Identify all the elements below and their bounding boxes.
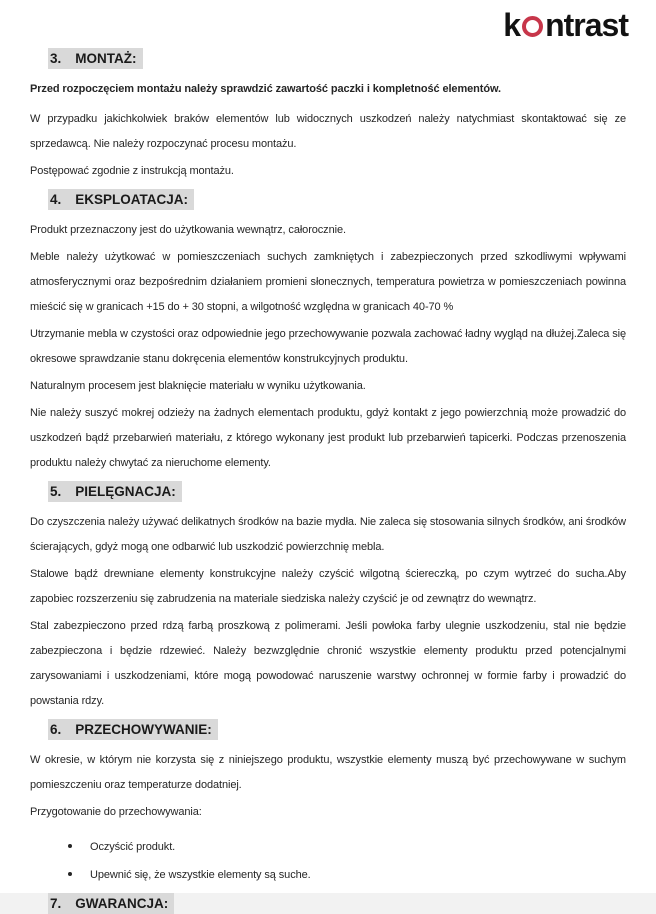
document-body [0, 48, 656, 914]
bullet-icon [68, 872, 72, 876]
section-heading-montaz [48, 48, 626, 69]
heading-highlight [48, 48, 143, 69]
bullet-item [68, 862, 626, 888]
paragraph: Naturalnym procesem jest blaknięcie materiału w wyniku użytkowania. [30, 380, 366, 392]
paragraph: Produkt przeznaczony jest do użytkowania wewnątrz, całorocznie. [30, 224, 346, 236]
section-title: EKSPLOATACJA: [75, 192, 189, 207]
paragraph: Postępować zgodnie z instrukcją montażu. [30, 165, 234, 177]
logo-text-k: k [503, 7, 521, 43]
bullet-icon [68, 844, 72, 848]
heading-highlight [48, 481, 182, 502]
paragraph: Nie należy suszyć mokrej odzieży na żadnych elementach produktu, gdyż kontakt z jego powierzchnią może prowadzić do uszkodzeń bądź przebarwień materiału, z którego wykonany jest produkt lub przebarwień tapicerki. Podczas przenoszenia produktu należy chwytać za nieruchome elementy. [30, 407, 626, 469]
section-number: 7. [50, 896, 62, 911]
kontrast-logo [503, 7, 628, 43]
paragraph: Do czyszczenia należy używać delikatnych środków na bazie mydła. Nie zaleca się stosowania silnych środków, ani środków ścierających, gdyż mogą one odbarwić lub uszkodzić powierzchnię mebla. [30, 516, 626, 553]
section-heading-eksploatacja [48, 189, 626, 210]
paragraph: Utrzymanie mebla w czystości oraz odpowiednie jego przechowywanie pozwala zachować ładny wygląd na dłużej.Zaleca się okresowe sprawdzanie stanu dokręcenia elementów konstrukcyjnych produktu. [30, 328, 626, 365]
bullet-text: Oczyścić produkt. [90, 841, 176, 853]
section-heading-przechowywanie [48, 719, 626, 740]
section-heading-gwarancja [48, 893, 626, 914]
paragraph: Meble należy użytkować w pomieszczeniach suchych zamkniętych i zabezpieczonych przed szkodliwymi wpływami atmosferycznymi oraz bezpośrednim działaniem promieni słonecznych, temperatura powietrza w pomieszczeniach powinna mieścić się w granicach +15 do + 30 stopni, a wilgotność względna w granicach 40-70 % [30, 251, 626, 313]
bullet-item [68, 834, 626, 860]
logo-o-ring-icon [522, 16, 543, 37]
section-title: PRZECHOWYWANIE: [75, 722, 212, 737]
section-number: 3. [50, 51, 62, 66]
header [0, 0, 656, 46]
section-number: 5. [50, 484, 62, 499]
section-title: MONTAŻ: [75, 51, 137, 66]
section-number: 6. [50, 722, 62, 737]
paragraph: Przed rozpoczęciem montażu należy sprawdzić zawartość paczki i kompletność elementów. [30, 83, 501, 95]
paragraph: Przygotowanie do przechowywania: [30, 806, 202, 818]
section-number: 4. [50, 192, 62, 207]
section-title: GWARANCJA: [75, 896, 169, 911]
section-title: PIELĘGNACJA: [75, 484, 176, 499]
paragraph: W przypadku jakichkolwiek braków elementów lub widocznych uszkodzeń należy natychmiast skontaktować się ze sprzedawcą. Nie należy rozpoczynać procesu montażu. [30, 113, 626, 150]
storage-checklist [30, 834, 626, 888]
heading-highlight [48, 719, 218, 740]
paragraph: W okresie, w którym nie korzysta się z niniejszego produktu, wszystkie elementy muszą być przechowywane w suchym pomieszczeniu oraz temperaturze dodatniej. [30, 754, 626, 791]
heading-highlight [48, 189, 194, 210]
logo-text-ntrast: ntrast [545, 7, 628, 43]
bullet-text: Upewnić się, że wszystkie elementy są suche. [90, 869, 311, 881]
paragraph: Stalowe bądź drewniane elementy konstrukcyjne należy czyścić wilgotną ściereczką, po czym wytrzeć do sucha.Aby zapobiec rozszerzeniu się zabrudzenia na materiale siedziska należy czyścić je od zewnątrz do wewnątrz. [30, 568, 626, 605]
paragraph: Stal zabezpieczono przed rdzą farbą proszkową z polimerami. Jeśli powłoka farby ulegnie uszkodzeniu, stal nie będzie zabezpieczona i będzie rdzewieć. Należy bezwzględnie chronić wszystkie elementy produktu przed potencjalnymi zarysowaniami i uszkodzeniami, które mogą powodować naruszenie warstwy ochronnej w formie farby i prowadzić do powstania rdzy. [30, 620, 626, 707]
section-heading-pielegnacja [48, 481, 626, 502]
heading-highlight [48, 893, 174, 914]
